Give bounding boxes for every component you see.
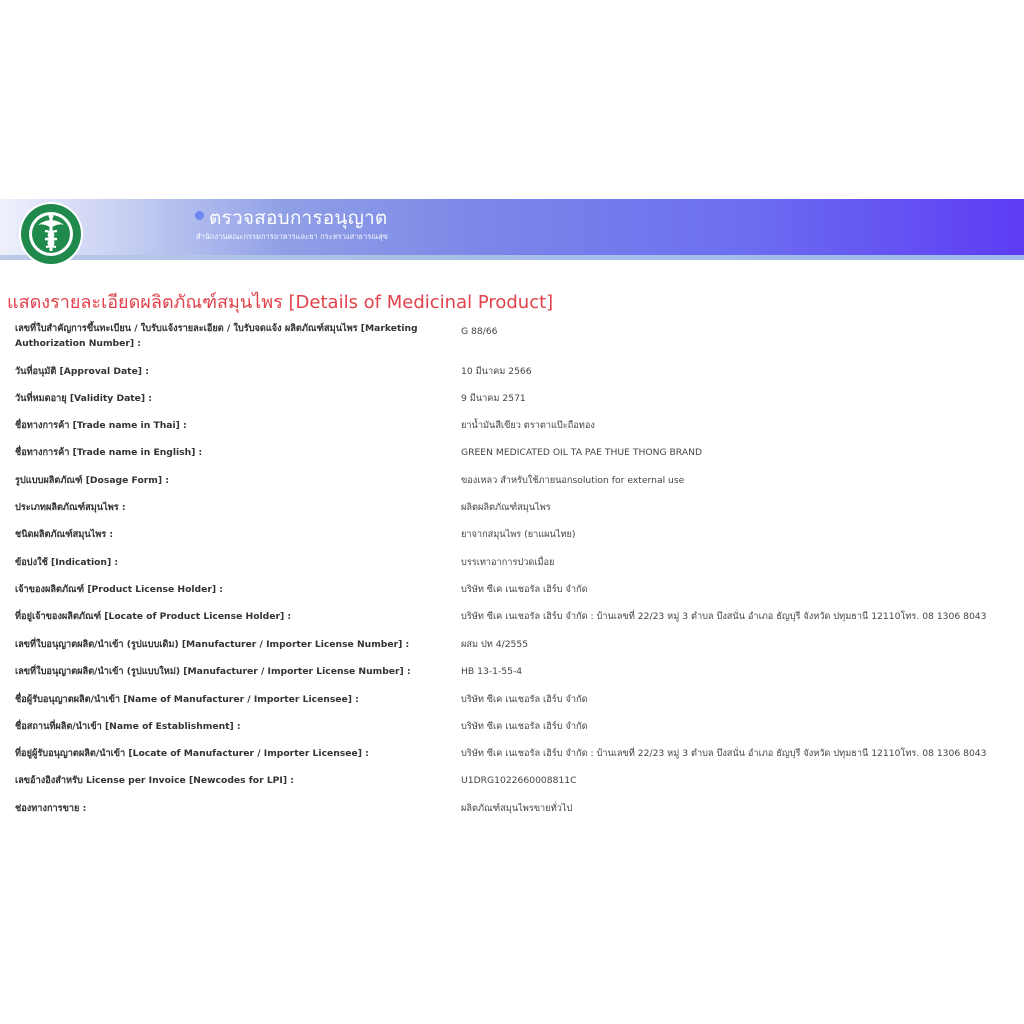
detail-value: บริษัท ซีเค เนเชอรัล เฮิร์บ จำกัด [461,721,588,732]
detail-label: ชื่อทางการค้า [Trade name in English] : [15,447,203,458]
detail-value: บริษัท ซีเค เนเชอรัล เฮิร์บ จำกัด : บ้านเลขที่ 22/23 หมู่ 3 ตำบล บึงสนั่น อำเภอ ธัญบุรี จังหวัด ปทุมธานี 12110โทร. 08 1306 8043 [461,611,987,622]
detail-label: เลขที่ใบสำคัญการขึ้นทะเบียน / ใบรับแจ้งรายละเอียด / ใบรับจดแจ้ง ผลิตภัณฑ์สมุนไพร [Marketing Authorization Number] : [15,323,418,349]
detail-value: G 88/66 [461,326,498,337]
detail-value: บรรเทาอาการปวดเมื่อย [461,557,555,568]
detail-label: เลขที่ใบอนุญาตผลิต/นำเข้า (รูปแบบใหม่) [Manufacturer / Importer License Number] : [15,666,411,677]
detail-label: วันที่อนุมัติ [Approval Date] : [15,366,149,377]
detail-label: เลขที่ใบอนุญาตผลิต/นำเข้า (รูปแบบเดิม) [Manufacturer / Importer License Number] : [15,639,410,650]
detail-label: ชื่อผู้รับอนุญาตผลิต/นำเข้า [Name of Manufacturer / Importer Licensee] : [15,694,359,705]
detail-value: GREEN MEDICATED OIL TA PAE THUE THONG BRAND [461,447,703,458]
detail-value: HB 13-1-55-4 [461,666,523,677]
detail-value: 10 มีนาคม 2566 [461,366,532,377]
detail-label: ชื่อสถานที่ผลิต/นำเข้า [Name of Establishment] : [15,721,241,732]
site-title[interactable]: ตรวจสอบการอนุญาต [209,207,388,229]
detail-label: ข้อบ่งใช้ [Indication] : [15,557,119,568]
detail-label: ช่องทางการขาย : [15,803,87,814]
detail-value: บริษัท ซีเค เนเชอรัล เฮิร์บ จำกัด : บ้านเลขที่ 22/23 หมู่ 3 ตำบล บึงสนั่น อำเภอ ธัญบุรี จังหวัด ปทุมธานี 12110โทร. 08 1306 8043 [461,748,987,759]
detail-label: วันที่หมดอายุ [Validity Date] : [15,393,152,404]
detail-value: 9 มีนาคม 2571 [461,393,526,404]
detail-value: ผสม ปท 4/2555 [461,639,529,650]
detail-label: ประเภทผลิตภัณฑ์สมุนไพร : [15,502,126,513]
detail-label: เลขอ้างอิงสำหรับ License per Invoice [Newcodes for LPI] : [15,775,294,786]
detail-label: เจ้าของผลิตภัณฑ์ [Product License Holder] : [15,584,223,595]
detail-value: บริษัท ซีเค เนเชอรัล เฮิร์บ จำกัด [461,694,588,705]
header-banner-underline [0,255,1024,260]
detail-value: บริษัท ซีเค เนเชอรัล เฮิร์บ จำกัด [461,584,588,595]
ministry-of-public-health-seal-icon[interactable] [18,201,84,267]
detail-value: ของเหลว สำหรับใช้ภายนอกsolution for external use [461,475,685,486]
detail-value: U1DRG1022660008811C [461,775,577,786]
header-banner [0,199,1024,255]
detail-label: รูปแบบผลิตภัณฑ์ [Dosage Form] : [15,475,169,486]
detail-value: ยาน้ำมันสีเขียว ตราตาแป๊ะถือทอง [461,420,595,431]
detail-label: ที่อยู่ผู้รับอนุญาตผลิต/นำเข้า [Locate of Manufacturer / Importer Licensee] : [15,748,369,759]
title-dot-icon [195,211,204,220]
detail-label: ชื่อทางการค้า [Trade name in Thai] : [15,420,187,431]
detail-label: ชนิดผลิตภัณฑ์สมุนไพร : [15,529,114,540]
page-heading: แสดงรายละเอียดผลิตภัณฑ์สมุนไพร [Details of Medicinal Product] [7,292,554,313]
detail-label: ที่อยู่เจ้าของผลิตภัณฑ์ [Locate of Product License Holder] : [15,611,292,622]
detail-value: ยาจากสมุนไพร (ยาแผนไทย) [461,529,576,540]
site-subtitle: สำนักงานคณะกรรมการอาหารและยา กระทรวงสาธารณสุข [196,232,388,241]
detail-value: ผลิตภัณฑ์สมุนไพรขายทั่วไป [461,803,573,814]
detail-value: ผลิตผลิตภัณฑ์สมุนไพร [461,502,551,513]
